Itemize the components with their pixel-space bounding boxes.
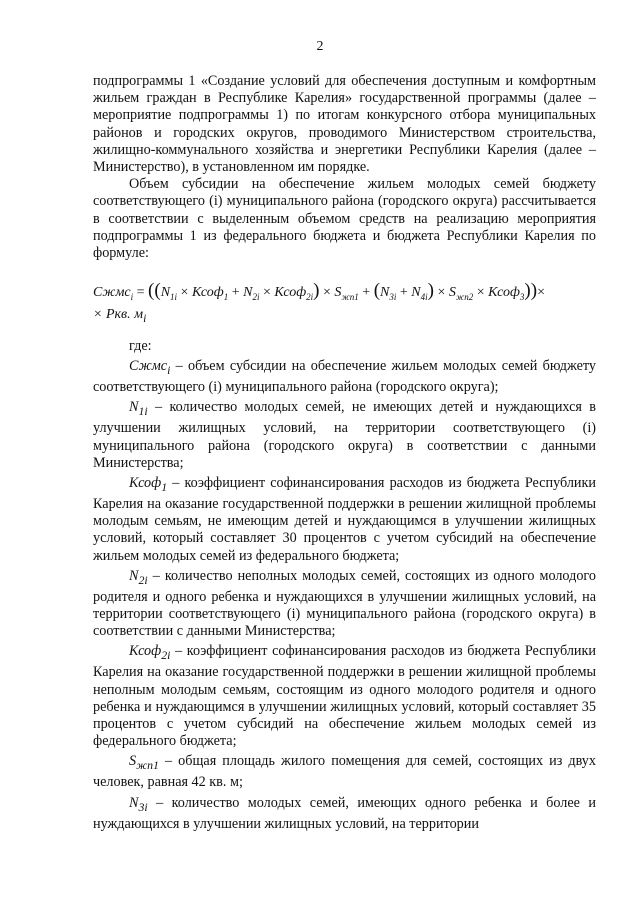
- definition-ksof1: Ксоф$_1$ – коэффициент софинансирования расходов из бюджета Республики Карелия на оказание государственной поддержки в решении жилищной проблемы молодым семьям, не имеющим детей и нуждающимся в улучшении жилищных условий, который составляет 30 процентов с учетом субсидий на обеспечение жильем молодых семей из федерального бюджета;: [93, 474, 596, 564]
- page-number: 2: [316, 39, 324, 54]
- document-body: [93, 73, 596, 833]
- paragraph-subsidy-volume: Объем субсидии на обеспечение жильем молодых семей бюджету соответствующего (i) муниципального района (городского округа) рассчитывается в соответствии с выделенным объемом средств на реализацию мероприятия подпрограммы 1 из федерального бюджета и бюджета Республики Карелия по формуле:: [93, 176, 596, 262]
- subsidy-formula: Сжмс$_i$ = (($N_{1i}$ × Ксоф$_1$ + $N_{2i}$ × Ксоф$_{2i}$) × $S_{жп1} + (N_{3i} + N_{4i}) \times S_{жп2}$ × Ксоф$_3$))×: [93, 280, 545, 303]
- definition-ksof2: Ксоф$_{2i}$ – коэффициент софинансирования расходов из бюджета Республики Карелия на оказание государственной поддержки в решении жилищной проблемы неполным молодым семьям, состоящим из одного молодого родителя и одного ребенка и нуждающимся в улучшении жилищных условий, который составляет 35 процентов с учетом субсидий на обеспечение жильем молодых семей из федерального бюджета;: [93, 643, 596, 750]
- definition-n2: $N_{2i}$ – количество неполных молодых семей, состоящих из одного молодого родителя и одного ребенка и нуждающихся в улучшении жилищных условий, на территории соответствующего (i) муниципального района (городского округа) в соответствии с данными Министерства;: [93, 567, 596, 640]
- formula-lhs: Сжмс: [93, 285, 131, 301]
- formula-continuation: × Ркв. $м_i$: [93, 307, 147, 325]
- where-label: где:: [129, 337, 152, 354]
- definition-szhms: Сжмс$_i$ – объем субсидии на обеспечение жильем молодых семей бюджету соответствующего (i) муниципального района (городского округа);: [93, 358, 596, 396]
- definition-szhp1: $S_{жп1}$ – общая площадь жилого помещения для семей, состоящих из двух человек, равная 42 кв. м;: [93, 753, 596, 791]
- definition-n3: $N_{3i}$ – количество молодых семей, имеющих одного ребенка и более и нуждающихся в улучшении жилищных условий, на территории: [93, 794, 596, 832]
- definition-n1: $N_{1i}$ – количество молодых семей, не имеющих детей и нуждающихся в улучшении жилищных условий, на территории соответствующего (i) муниципального района (городского округа) в соответствии с данными Министерства;: [93, 399, 596, 471]
- paragraph-continuation: подпрограммы 1 «Создание условий для обеспечения доступным и комфортным жильем граждан в Республике Карелия» государственной программы (далее – мероприятие подпрограммы 1) по итогам конкурсного отбора муниципальных районов и городских округов, проводимого Министерством строительства, жилищно-коммунального хозяйства и энергетики Республики Карелия (далее – Министерство), в установленном им порядке.: [93, 73, 596, 176]
